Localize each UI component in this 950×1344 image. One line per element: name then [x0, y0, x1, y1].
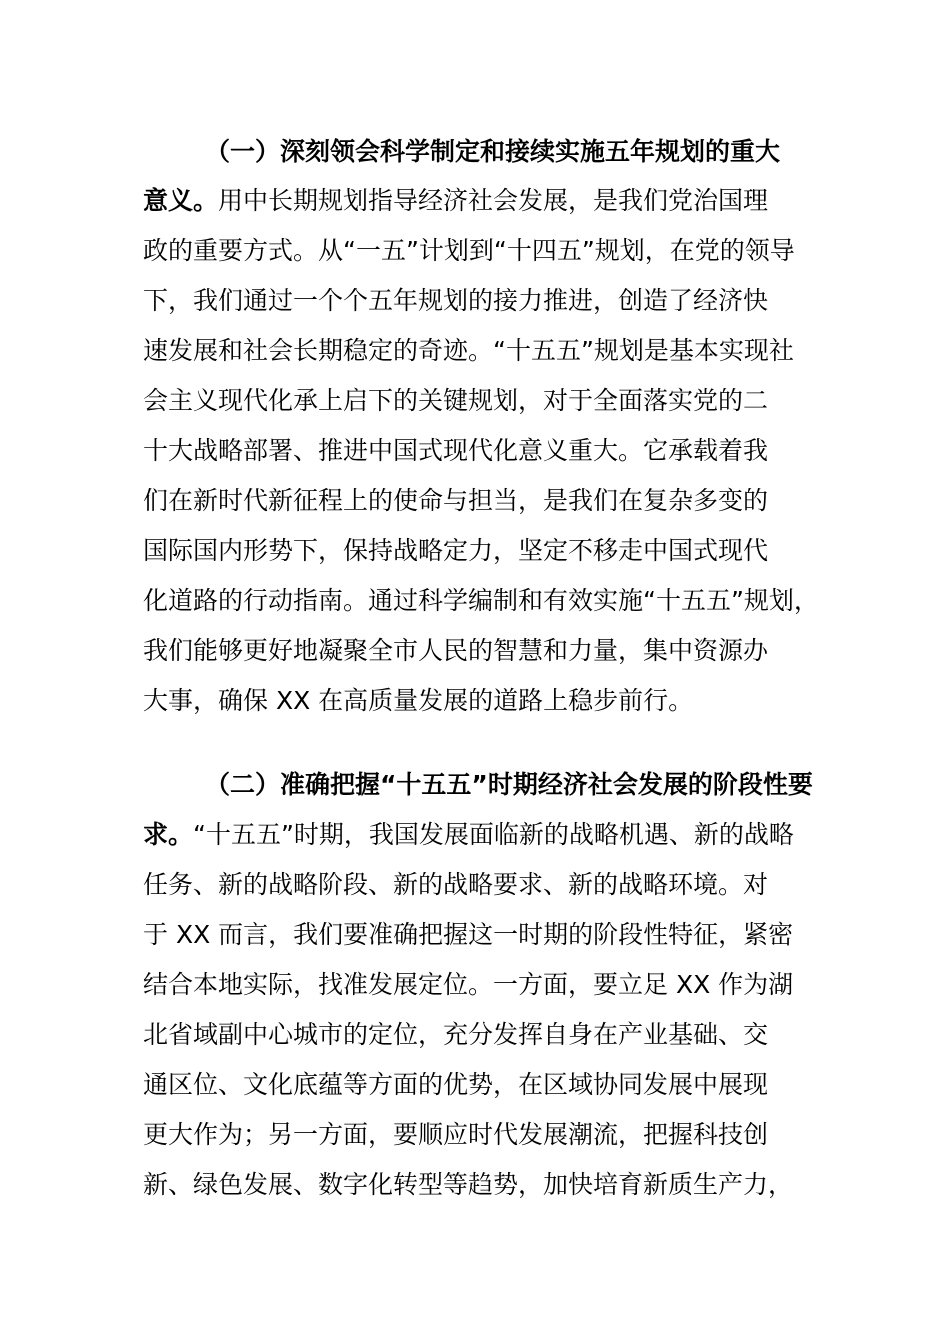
paragraph-line: 结合本地实际，找准发展定位。一方面，要立足 XX 作为湖	[143, 970, 794, 999]
section1-heading-end: 意义。	[143, 186, 219, 215]
paragraph-line: 北省域副中心城市的定位，充分发挥自身在产业基础、交	[143, 1020, 769, 1049]
paragraph-text: “十五五”时期，我国发展面临新的战略机遇、新的战略	[193, 820, 794, 849]
section2-heading-end: 求。	[143, 820, 194, 849]
paragraph-line: 更大作为；另一方面，要顺应时代发展潮流，把握科技创	[143, 1120, 769, 1149]
section2-first-line	[143, 817, 794, 853]
paragraph-line: 新、绿色发展、数字化转型等趋势，加快培育新质生产力，	[143, 1170, 794, 1199]
section1-first-line	[143, 183, 768, 219]
paragraph-line: 我们能够更好地凝聚全市人民的智慧和力量，集中资源办	[143, 636, 769, 665]
paragraph-line: 会主义现代化承上启下的关键规划，对于全面落实党的二	[143, 386, 769, 415]
paragraph-line: 国际国内形势下，保持战略定力，坚定不移走中国式现代	[143, 536, 769, 565]
paragraph-line: 大事，确保 XX 在高质量发展的道路上稳步前行。	[143, 686, 694, 715]
section1-heading-line1: （一）深刻领会科学制定和接续实施五年规划的重大	[205, 137, 781, 166]
paragraph-line: 通区位、文化底蕴等方面的优势，在区域协同发展中展现	[143, 1070, 769, 1099]
paragraph-text: 用中长期规划指导经济社会发展，是我们党治国理	[218, 186, 769, 215]
paragraph-line: 速发展和社会长期稳定的奇迹。“十五五”规划是基本实现社	[143, 336, 794, 365]
paragraph-line: 下，我们通过一个个五年规划的接力推进，创造了经济快	[143, 286, 769, 315]
paragraph-line: 化道路的行动指南。通过科学编制和有效实施“十五五”规划，	[143, 586, 819, 615]
paragraph-line: 政的重要方式。从“一五”计划到“十四五”规划，在党的领导	[143, 236, 795, 265]
paragraph-line: 们在新时代新征程上的使命与担当，是我们在复杂多变的	[143, 486, 769, 515]
paragraph-line: 于 XX 而言，我们要准确把握这一时期的阶段性特征，紧密	[143, 920, 794, 949]
paragraph-line: 十大战略部署、推进中国式现代化意义重大。它承载着我	[143, 436, 769, 465]
paragraph-line: 任务、新的战略阶段、新的战略要求、新的战略环境。对	[143, 870, 769, 899]
section2-heading-line1: （二）准确把握“十五五”时期经济社会发展的阶段性要	[205, 770, 813, 799]
